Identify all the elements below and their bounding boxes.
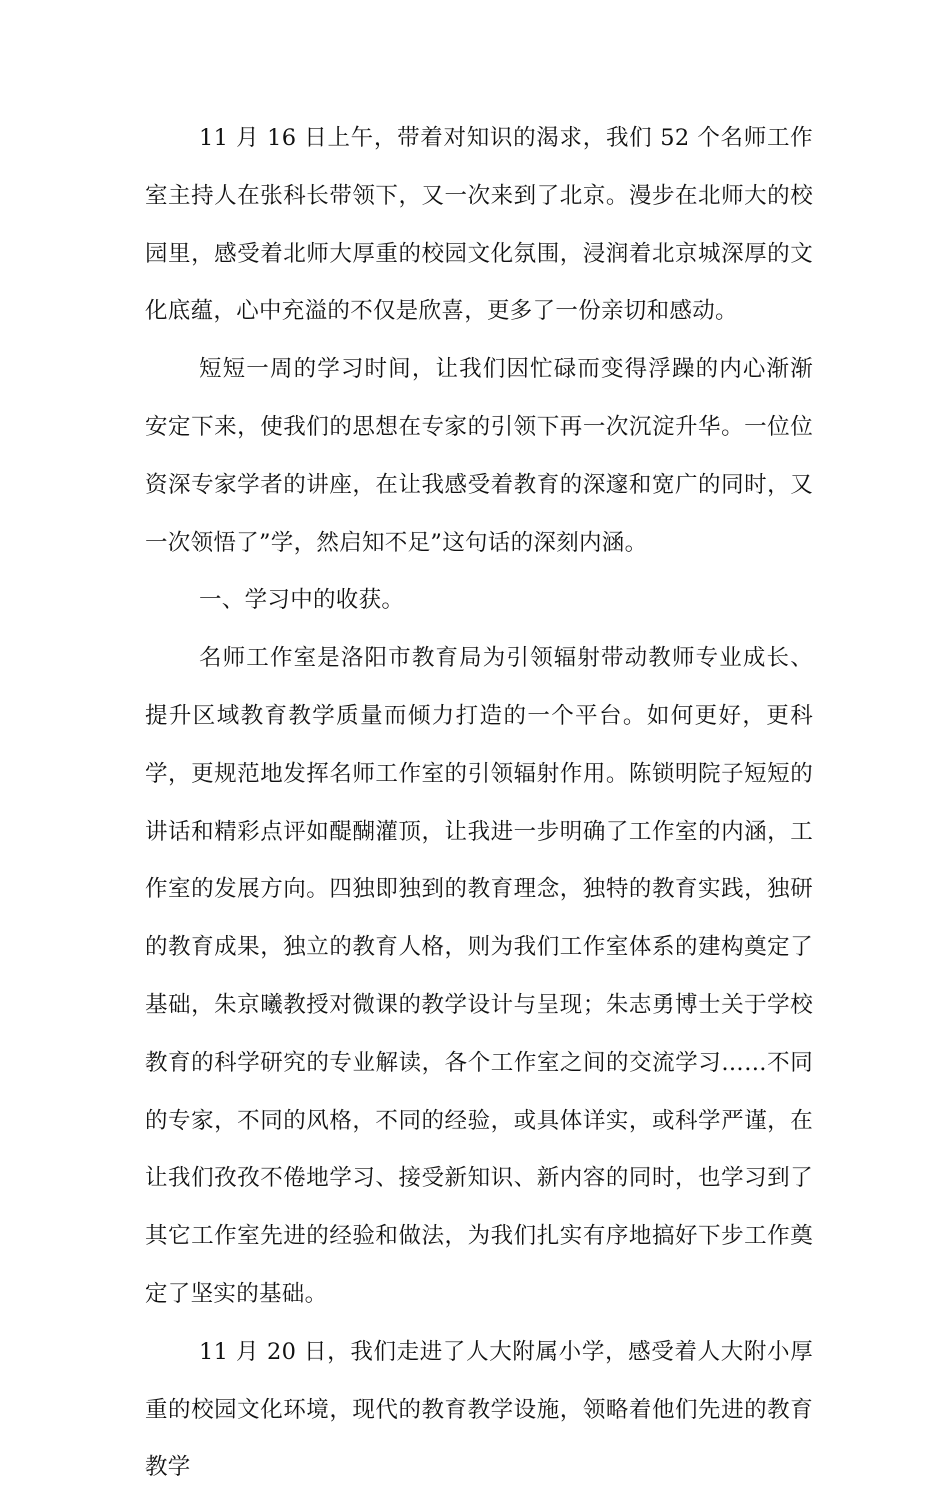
paragraph-studio-platform: 名师工作室是洛阳市教育局为引领辐射带动教师专业成长、提升区域教育教学质量而倾力打造的一个平台。如何更好，更科学，更规范地发挥名师工作室的引领辐射作用。陈锁明院子短短的讲话和精彩点评如醍醐灌顶，让我进一步明确了工作室的内涵，工作室的发展方向。四独即独到的教育理念，独特的教育实践，独研的教育成果，独立的教育人格，则为我们工作室体系的建构奠定了基础，朱京曦教授对微课的教学设计与呈现；朱志勇博士关于学校教育的科学研究的专业解读，各个工作室之间的交流学习……不同的专家，不同的风格，不同的经验，或具体详实，或科学严谨，在让我们孜孜不倦地学习、接受新知识、新内容的同时，也学习到了其它工作室先进的经验和做法，为我们扎实有序地搞好下步工作奠定了坚实的基础。 — [145, 645, 813, 1307]
paragraph-beijing-arrival: 11 月 16 日上午，带着对知识的渴求，我们 52 个名师工作室主持人在张科长带领下，又一次来到了北京。漫步在北师大的校园里，感受着北师大厚重的校园文化氛围，浸润着北京城深厚的文化底蕴，心中充溢的不仅是欣喜，更多了一份亲切和感动。 — [145, 125, 813, 325]
paragraph-study-week: 短短一周的学习时间，让我们因忙碌而变得浮躁的内心渐渐安定下来，使我们的思想在专家的引领下再一次沉淀升华。一位位资深专家学者的讲座，在让我感受着教育的深邃和宽广的同时，又一次领悟了”学，然启知不足”这句话的深刻内涵。 — [145, 356, 813, 556]
section-heading-gains: 一、学习中的收获。 — [199, 587, 405, 614]
paragraph-school-visit: 11 月 20 日，我们走进了人大附属小学，感受着人大附小厚重的校园文化环境，现代的教育教学设施，领略着他们先进的教育教学 — [145, 1338, 813, 1481]
document-body — [145, 110, 813, 1497]
